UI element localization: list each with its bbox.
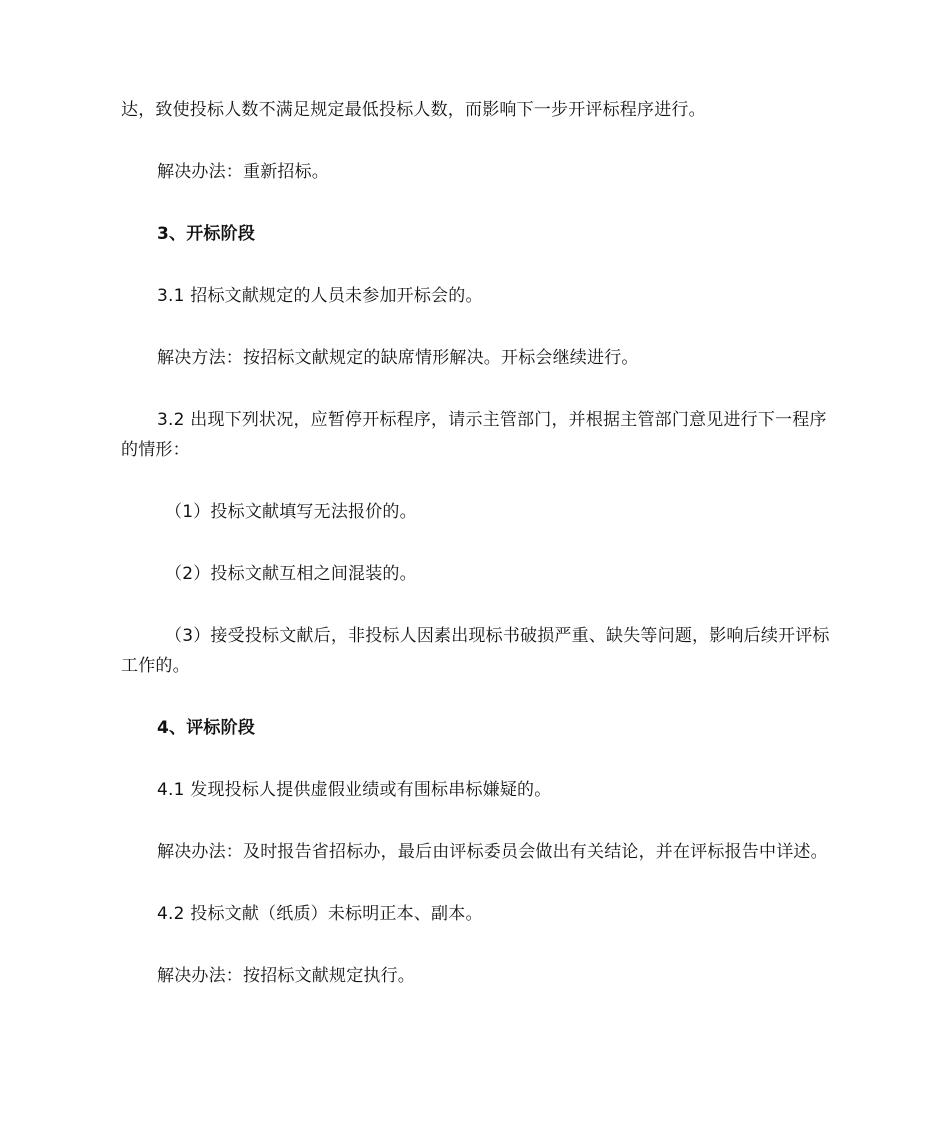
paragraph-solution: 解决方法：按招标文献规定的缺席情形解决。开标会继续进行。 bbox=[157, 348, 639, 368]
section-heading-evaluation-stage: 4、评标阶段 bbox=[157, 718, 256, 738]
paragraph-3-2: 3.2 出现下列状况，应暂停开标程序，请示主管部门，并根据主管部门意见进行下一程序的情形： bbox=[121, 410, 827, 460]
paragraph-solution: 解决办法：及时报告省招标办，最后由评标委员会做出有关结论，并在评标报告中详述。 bbox=[157, 842, 828, 862]
document-body bbox=[121, 95, 833, 991]
list-item-3: （3）接受投标文献后，非投标人因素出现标书破损严重、缺失等问题，影响后续开评标工作的。 bbox=[121, 626, 830, 676]
paragraph-4-1: 4.1 发现投标人提供虚假业绩或有围标串标嫌疑的。 bbox=[157, 780, 552, 800]
paragraph-4-2: 4.2 投标文献（纸质）未标明正本、副本。 bbox=[157, 904, 483, 924]
list-item-2: （2）投标文献互相之间混装的。 bbox=[165, 564, 417, 584]
paragraph-continuation: 达，致使投标人数不满足规定最低投标人数，而影响下一步开评标程序进行。 bbox=[121, 100, 706, 120]
section-heading-opening-stage: 3、开标阶段 bbox=[157, 224, 256, 244]
paragraph-solution: 解决办法：按招标文献规定执行。 bbox=[157, 966, 415, 986]
paragraph-solution: 解决办法：重新招标。 bbox=[157, 162, 329, 182]
paragraph-3-1: 3.1 招标文献规定的人员未参加开标会的。 bbox=[157, 286, 483, 306]
list-item-1: （1）投标文献填写无法报价的。 bbox=[165, 502, 417, 522]
